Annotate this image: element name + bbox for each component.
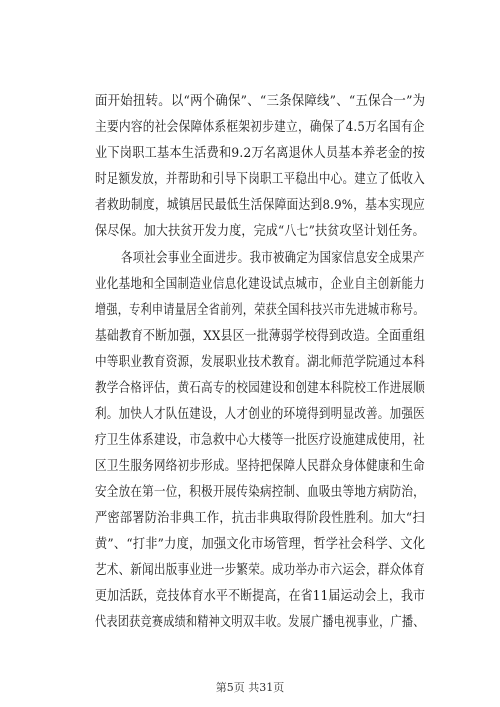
paragraph-line: 时足额发放，并帮助和引导下岗职工平稳出中心。建立了低收入 xyxy=(95,172,425,187)
paragraph-line: 中等职业教育资源，发展职业技术教育。湖北师范学院通过本科 xyxy=(95,355,425,370)
paragraph-line: 业化基地和全国制造业信息化建设试点城市，企业自主创新能力 xyxy=(95,277,425,292)
paragraph-line: 保尽保。加大扶贫开发力度，完成“八七”扶贫攻坚计划任务。 xyxy=(95,224,425,239)
paragraph-line: 业下岗职工基本生活费和9.2万名离退休人员基本养老金的按 xyxy=(95,146,426,161)
paragraph-line: 利。加快人才队伍建设，人才创业的环境得到明显改善。加强医 xyxy=(95,407,425,422)
paragraph-line: 疗卫生体系建设，市急救中心大楼等一批医疗设施建成使用，社 xyxy=(95,433,425,448)
paragraph-line: 区卫生服务网络初步形成。坚持把保障人民群众身体健康和生命 xyxy=(95,459,425,474)
paragraph-line: 教学合格评估，黄石高专的校园建设和创建本科院校工作进展顺 xyxy=(95,381,425,396)
paragraph-line: 增强，专利申请量居全省前列，荣获全国科技兴市先进城市称号。 xyxy=(95,303,425,318)
paragraph-line: 更加活跃，竞技体育水平不断提高，在省11届运动会上，我市 xyxy=(95,589,426,604)
page-number-footer: 第5页 共31页 xyxy=(215,681,285,694)
paragraph-line: 基础教育不断加强，XX县区一批薄弱学校得到改造。全面重组 xyxy=(95,329,426,344)
paragraph-line: 主要内容的社会保障体系框架初步建立，确保了4.5万名国有企 xyxy=(95,120,425,135)
paragraph-line: 代表团获竞赛成绩和精神文明双丰收。发展广播电视事业，广播、 xyxy=(95,615,425,630)
paragraph-line: 黄”、“打非”力度，加强文化市场管理，哲学社会科学、文化 xyxy=(95,537,426,552)
paragraph-line: 者救助制度，城镇居民最低生活保障面达到8.9%，基本实现应 xyxy=(95,198,426,213)
paragraph-line: 面开始扭转。以“两个确保”、“三条保障线”、“五保合一”为 xyxy=(95,94,426,109)
paragraph-line: 严密部署防治非典工作，抗击非典取得阶段性胜利。加大“扫 xyxy=(95,511,425,526)
paragraph-first-line: 各项社会事业全面进步。我市被确定为国家信息安全成果产 xyxy=(121,251,425,266)
paragraph-line: 艺术、新闻出版事业进一步繁荣。成功举办市六运会，群众体育 xyxy=(95,563,425,578)
paragraph-line: 安全放在第一位，积极开展传染病控制、血吸虫等地方病防治， xyxy=(95,485,425,500)
